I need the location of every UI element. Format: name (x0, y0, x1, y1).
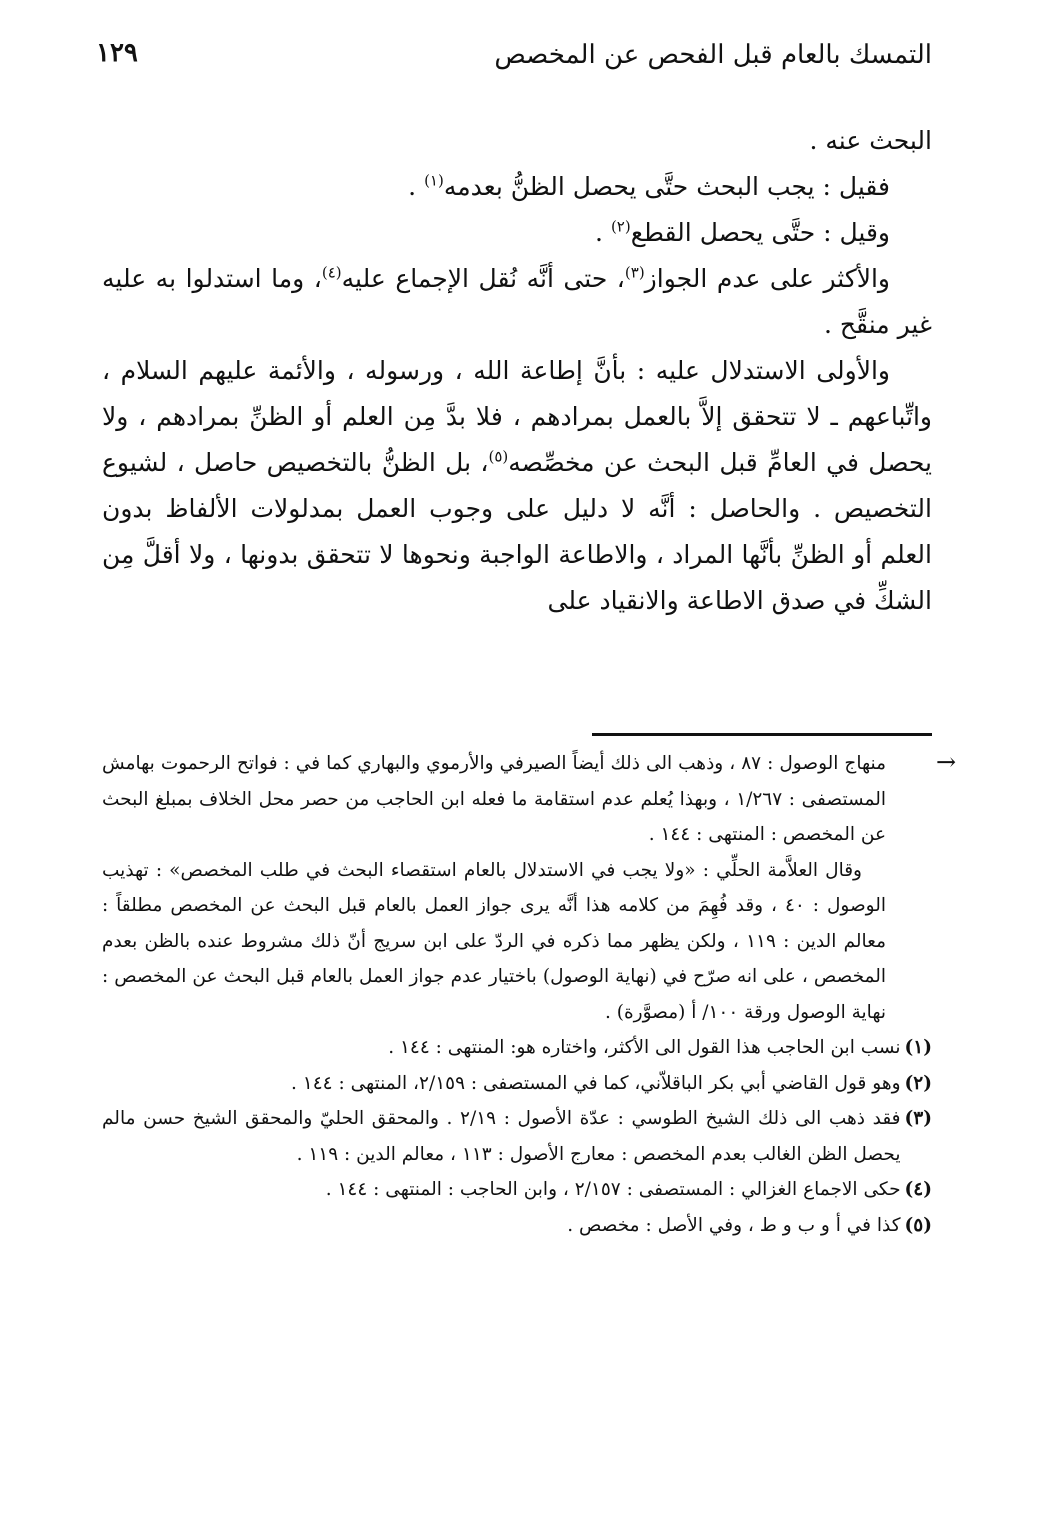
paragraph-3-text: وقيل : حتَّى يحصل القطع (630, 218, 890, 247)
paragraph-1-text: البحث عنه . (809, 126, 932, 155)
continuation-arrow-icon: → (936, 748, 957, 776)
paragraph-5 (102, 348, 932, 624)
paragraph-5-text-b: ، بل الظنُّ بالتخصيص حاصل ، لشيوع التخصيص . والحاصل : أنَّه لا دليل على وجوب العمل بمدلولات الألفاظ بدون العلم أو الظنِّ بأنَّها المراد ، والاطاعة الواجبة ونحوها لا تتحقق بدونها ، ولا أقلَّ مِن الشكِّ في صدق الاطاعة والانقياد على (102, 448, 932, 615)
footnote-4 (102, 1172, 932, 1208)
footnote-3 (102, 1101, 932, 1172)
footnote-text: فقد ذهب الى ذلك الشيخ الطوسي : عدّة الأصول : ٢/١٩ . والمحقق الحليّ والمحقق الشيخ حسن مالم يحصل الظن الغالب بعدم المخصص : معارج الأصول : ١١٣ ، معالم الدين : ١١٩ . (102, 1108, 901, 1165)
paragraph-4-text-a: والأكثر على عدم الجواز (644, 264, 890, 293)
footnote-number: (٣) (904, 1108, 932, 1129)
footnote-ref-1: (١) (424, 171, 444, 190)
running-head-title: التمسك بالعام قبل الفحص عن المخصص (494, 40, 932, 70)
footnote-ref-4: (٤) (321, 263, 342, 282)
footnote-text: حكى الاجماع الغزالي : المستصفى : ٢/١٥٧ ، وابن الحاجب : المنتهى : ١٤٤ . (325, 1179, 901, 1200)
paragraph-4-text-b: ، حتى أنَّه نُقل الإجماع عليه (341, 264, 625, 293)
footnote-text: كذا في أ و ب و ط ، وفي الأصل : مخصص . (567, 1214, 901, 1236)
footnote-continuation-para-1: منهاج الوصول : ٨٧ ، وذهب الى ذلك أيضاً الصيرفي والأرموي والبهاري كما في : فواتح الرحموت بهامش المستصفى : ١/٢٦٧ ، وبهذا يُعلم عدم استقامة ما فعله ابن الحاجب من حصر محل الخلاف بمبلغ البحث عن المخصص : المنتهى : ١٤٤ . (102, 753, 887, 845)
footnote-number: (٢) (904, 1072, 932, 1094)
paragraph-2 (102, 164, 932, 210)
main-text (102, 118, 932, 624)
footnote-separator (592, 733, 932, 736)
paragraph-3-end: . (595, 218, 603, 247)
footnote-number: (١) (904, 1037, 932, 1058)
paragraph-2-end: . (408, 172, 417, 201)
footnote-text: وهو قول القاضي أبي بكر الباقلاّني، كما في المستصفى : ٢/١٥٩، المنتهى : ١٤٤ . (291, 1072, 901, 1094)
paragraph-3 (102, 210, 932, 256)
paragraph-4 (102, 256, 932, 348)
footnotes (102, 746, 932, 1243)
footnote-ref-3: (٣) (624, 263, 645, 282)
paragraph-4-text-c: ، وما استدلوا به عليه غير منقَّح . (102, 264, 932, 339)
footnote-1 (102, 1030, 932, 1066)
footnote-2 (102, 1066, 932, 1102)
page-number: ١٢٩ (96, 38, 138, 68)
paragraph-2-text: فقيل : يجب البحث حتَّى يحصل الظنُّ بعدمه (443, 172, 890, 201)
paragraph-1 (102, 118, 932, 164)
footnote-number: (٥) (904, 1214, 932, 1236)
paragraph-5-text-a: والأولى الاستدلال عليه : بأنَّ إطاعة الله ، ورسوله ، والأئمة عليهم السلام ، واتِّباعهم ـ لا تتحقق إلاَّ بالعمل بمرادهم ، فلا بدَّ مِن العلم أو الظنِّ بمرادهم ، ولا يحصل في العامِّ قبل البحث عن مخصِّصه (102, 356, 932, 477)
footnote-ref-2: (٢) (610, 217, 631, 236)
footnote-continuation (102, 746, 932, 1030)
footnote-continuation-para-2: وقال العلاَّمة الحلِّي : «ولا يجب في الاستدلال بالعام استقصاء البحث في طلب المخصص» : تهذيب الوصول : ٤٠ ، وقد فُهِمَ من كلامه هذا أنَّه يرى جواز العمل بالعام قبل البحث عن المخصص مطلقاً : معالم الدين : ١١٩ ، ولكن يظهر مما ذكره في الردّ على ابن سريج أنّ ذلك مشروط عنده بالظن بعدم المخصص ، على انه صرّح في (نهاية الوصول) باختيار عدم جواز العمل بالعام قبل البحث عن المخصص : نهاية الوصول ورقة ١٠٠/ أ (مصوَّرة) . (102, 859, 887, 1023)
footnote-ref-5: (٥) (488, 447, 509, 466)
footnote-text: نسب ابن الحاجب هذا القول الى الأكثر، واختاره هو: المنتهى : ١٤٤ . (388, 1037, 901, 1058)
footnote-number: (٤) (904, 1179, 932, 1200)
footnote-5 (102, 1208, 932, 1244)
